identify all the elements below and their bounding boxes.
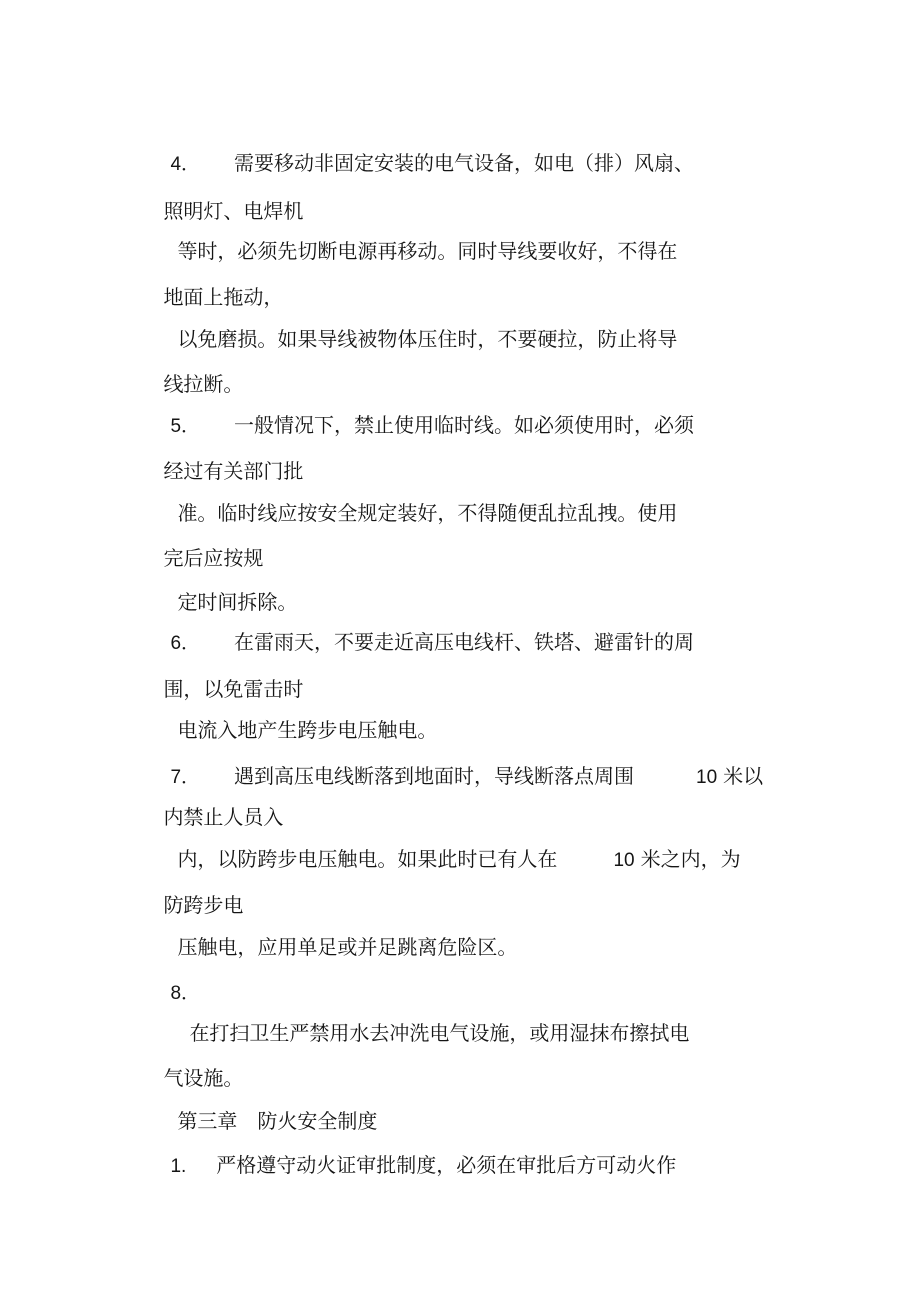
- text-segment: 线拉断。: [163, 372, 244, 396]
- text-segment: 等时，必须先切断电源再移动。同时导线要收好，不得在: [177, 239, 678, 263]
- item-number: 5．: [170, 416, 201, 437]
- text-segment: 严格遵守动火证审批制度，必须在审批后方可动火作: [216, 1153, 677, 1177]
- text-segment: 地面上拖动，: [163, 285, 284, 309]
- distance-value: 10: [696, 767, 718, 788]
- text-segment: 在雷雨天，不要走近高压电线杆、铁塔、避雷针的周: [234, 630, 695, 654]
- text-segment: 以免磨损。如果导线被物体压住时，不要硬拉，防止将导: [177, 327, 678, 351]
- text-segment: 需要移动非固定安装的电气设备，如电（排）风扇、: [234, 151, 695, 175]
- text-segment: 定时间拆除。: [177, 590, 298, 614]
- text-segment: 在打扫卫生严禁用水去冲洗电气设施，或用湿抹布擦拭电: [189, 1021, 690, 1045]
- list-item-1-line-1: [145, 1126, 676, 1206]
- text-segment: 一般情况下，禁止使用临时线。如必须使用时，必须: [234, 413, 695, 437]
- item-number: 1.: [170, 1156, 187, 1177]
- text-segment: 压触电，应用单足或并足跳离危险区。: [177, 935, 518, 959]
- text-segment: 电流入地产生跨步电压触电。: [177, 718, 438, 742]
- item-number: 8．: [170, 983, 201, 1004]
- item-number: 6．: [170, 633, 201, 654]
- text-segment: 完后应按规: [163, 546, 264, 570]
- text-segment: 气设施。: [163, 1066, 244, 1090]
- text-segment: 防跨步电: [163, 893, 244, 917]
- text-segment: 照明灯、电焊机: [163, 199, 304, 223]
- text-segment: 米之内，为: [640, 847, 741, 871]
- text-segment: 米以: [723, 764, 764, 788]
- text-segment: 经过有关部门批: [163, 459, 304, 483]
- text-segment: 准。临时线应按安全规定装好，不得随便乱拉乱拽。使用: [177, 501, 678, 525]
- text-segment: 内禁止人员入: [163, 805, 284, 829]
- text-segment: 围，以免雷击时: [163, 677, 304, 701]
- distance-value: 10: [613, 850, 635, 871]
- text-segment: 遇到高压电线断落到地面时，导线断落点周围: [234, 764, 635, 788]
- text-line: [152, 908, 517, 986]
- text-segment: 第三章 防火安全制度: [177, 1109, 378, 1133]
- item-number: 7．: [170, 767, 201, 788]
- item-number: 4．: [170, 154, 201, 175]
- text-segment: 内，以防跨步电压触电。如果此时已有人在: [177, 847, 558, 871]
